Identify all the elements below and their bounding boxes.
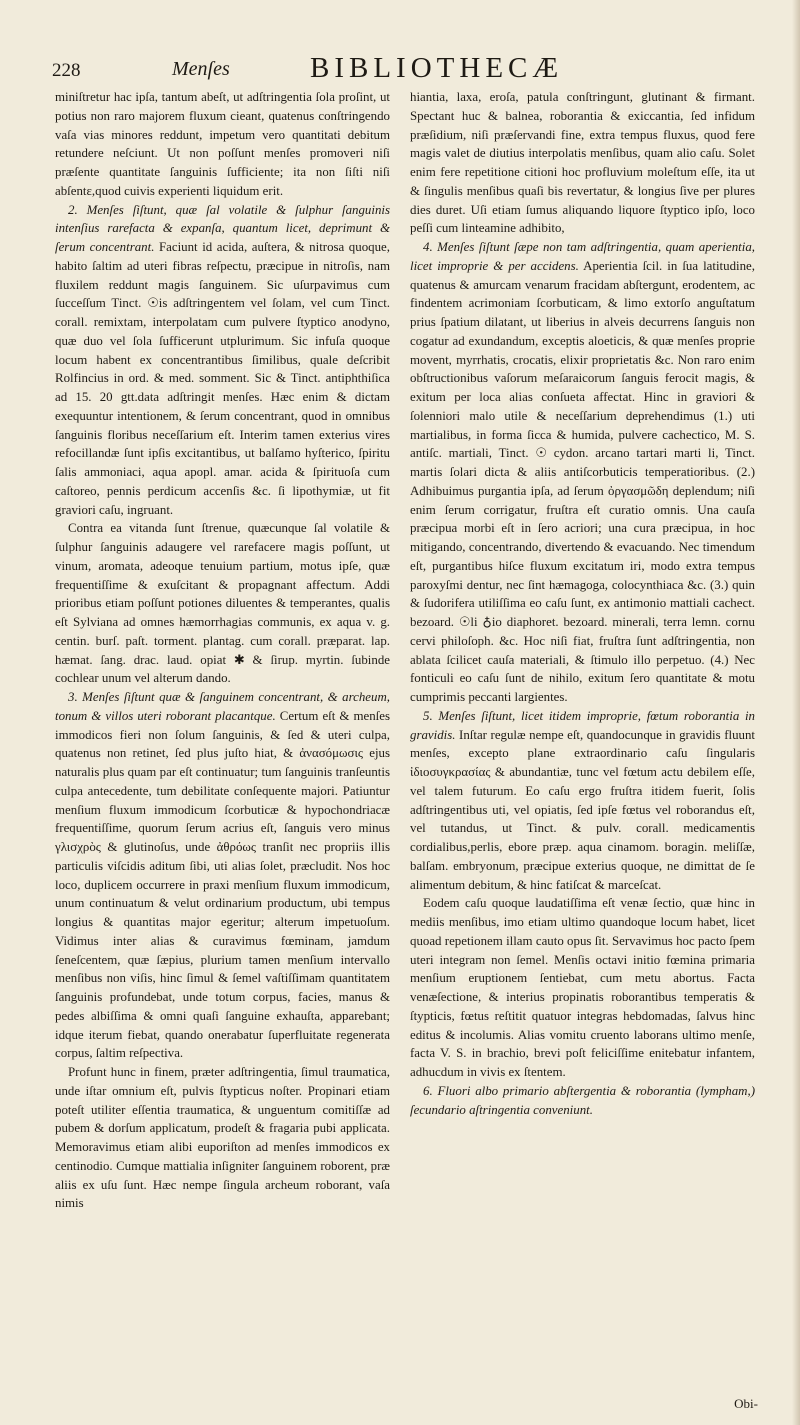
paragraph-lead: 4. Menſes ſiſtunt ſæpe non tam adſtringentia, quam aperientia, licet improprie & per accidens. [410,240,755,273]
paragraph: miniſtretur hac ipſa, tantum abeſt, ut adſtringentia ſola proſint, ut potius non raro majorem fluxum cieant, quatenus conſtringendo vaſa vias minores reddunt, impetum vero quantitati debitum retundere neſciunt. Ut non poſſunt menſes promoveri niſi præſente quantitate ſanguinis ſufficiente; ita non ſiſti niſi abſentε,quod cuivis experienti liquidum erit. [55,90,390,198]
page-edge-shadow [792,0,800,1425]
paragraph [410,1082,755,1120]
paragraph: 4. Menſes ſiſtunt ſæpe non tam adſtringentia, quam aperientia, licet improprie & per accidens. Aperientia ſcil. in ſua latitudine, quatenus & amurcam venarum fracidam abſtergunt, erodentem, ac findentem acrimoniam ſcorbuticam, & limo extorſo anguſtatum prius ſpatium dilatant, ut liberius in alveis decurrens ſanguis non cogatur ad exundandum, exceptis aloeticis, & quæ menſes proprie movent, myrrhatis, crocatis, elixir proprietatis &c. Non raro enim obſtructionibus vaſorum meſaraicorum ſanguis ferocit magis, & exitum per loca alias conſueta affectat. Hinc in graviori & ſolenniori malo utile & neceſſarium deprehendimus (1.) uti martialibus, in forma ſicca & humida, pulvere cachectico, M. S. antiſc. martiali, Tinct. ☉ cydon. arcano tartari marti li, Tinct. martis ſolari dicta & aliis antiſcorbuticis temperatioribus. (2.) Adhibuimus purgantia ipſa, ad ſerum ὀργασμῶδη deplendum; niſi enim ſerum corrigatur, fruſtra eſt curatio omnis. Una cauſa præcipua morbi eſt in ſero acriori; una cura præcipua, in hoc mitigando, concentrando, divertendo & evacuando. Nec timendum eſt, purgantibus hiſce fluxum excitatum iri, modo extra tempus paroxyſmi dentur, nec ſint hæmagoga, colocynthiaca &c. (3.) quin & ſudorifera utiliſſima eo caſu ſunt, ex antimonio mattiali cachect. bezoard. ☉li ♁io diaphoret. bezoard. minerali, terra lemn. cornu cervi philoſoph. &c. Hoc niſi fiat, fruſtra ſunt adſtringentia, non ablata ſcilicet cauſa materiali, & ſtimulo illo perpetuo. (4.) Nec fonticuli eo caſu ſunt de nihilo, exitum ſero quantitate & motu cumprimis peccanti largientes. [410,240,755,704]
catchword: Obi- [734,1396,758,1411]
running-head: Menſes [172,58,230,80]
paragraph: 3. Menſes ſiſtunt quæ & ſanguinem concentrant, & archeum, tonum & villos uteri roborant placantque. Certum eſt & menſes immodicos fieri non ſolum ſanguinis, & ſed & uteri culpa, quatenus non retinet, ſed plus juſto hiat, & ἀνασόμωσις ejus naturalis plus quam par eſt continuatur; tum ſanguinis tranſeuntis culpa antecedente, tum debilitate conſequente majori. Patiuntur menſium fluxum immodicum ſcorbuticæ & hypochondriacæ frequentiſſime, quorum ſerum acrius eſt, ſanguis vero minus γλισχρὸς & glutinoſus, unde ἀθρόως tranſit nec propriis illis particulis viſcidis aditum ſibi, uti alias ſolet, præcludit. Nos hoc loco, duplicem occurrere in praxi menſium fluxum immodicum, unum continuatum & velut ordinarium productum, ubi tempus longius & quantitas major egeritur; alterum impetuoſum. Vidimus inter alias & curavimus fœminam, jamdum ſeneſcentem, quæ ſæpius, plurium tamen menſium intervallo menſibus non viſis, hinc ſimul & ſemel vaſtiſſimam quantitatem ſanguinis profundebat, unde totum corpus, facies, manus & pedes albiſſima & omni quaſi ſanguine exhauſta, apparebant; idque iterum fiebat, quando onerabatur ſuperfluitate regenerata corpus, ſaltim reſpectiva. [55,690,390,1061]
paragraph: Profunt hunc in finem, præter adſtringentia, ſimul traumatica, unde iſtar omnium eſt, pulvis ſtypticus noſter. Propinari etiam poteſt utiliter eſſentia traumatica, & unguentum comitiſſæ ad pubem & dorſum applicatum, prodeſt & fragaria pubi applicata. Memoravimus etiam alibi euporiſton ad menſes immodicos ex centinodio. Cumque mattialia inſigniter ſanguinem roborent, præ aliis ex uſu ſunt. Hæc nempe ſingula archeum roborant, vaſa nimis [55,1065,390,1211]
paragraph: Eodem caſu quoque laudatiſſima eſt venæ ſectio, quæ hinc in mediis menſibus, imo etiam ultimo quandoque locum habet, licet quoad repetionem illam cauto opus ſit. Servavimus hoc pacto ſpem uteri integram non ſemel. Menſis octavi initio fœmina primaria menſium eruptionem ſentiebat, cum metu abortus. Facta venæſectione, & interius propinatis roborantibus temperatis & ſtypticis, fœtus reſtitit quatuor integras hebdomadas, ſalvus hinc editus & incolumis. Alias vomitu cruento laborans ultimo menſe, facta V. S. in brachio, brevi poſt feliciſſime enitebatur infantem, adhucdum in vivis ex ſtentem. [410,896,755,1079]
paragraph: 5. Menſes ſiſtunt, licet itidem improprie, fœtum roborantia in gravidis. Inſtar regulæ nempe eſt, quandocunque in gravidis fluunt menſes, excepto plane extraordinario caſu ſingularis ἰδιοσυγκρασίας & abundantiæ, tunc vel fœtum actu debilem eſſe, vel talem futurum. Eo caſu ergo fruſtra itidem fuerit, ſolis adſtringentibus uti, vel opiatis, ſed ipſe fœtus vel roborandus eſt, vel tutandus, ut Tinct. & pulv. corall. medicamentis cordialibus,perlis, ebore præp. aqua cinamom. boragin. meliſſæ, balſam. embryonum, præcipue exterius quoque, ne dimittat de ſe alimentum debitum, & hinc fatiſcat & marceſcat. [410,708,755,892]
page-number: 228 [52,60,81,81]
paragraph: hiantia, laxa, eroſa, patula conſtringunt, glutinant & firmant. Spectant huc & balnea, roborantia & exiccantia, ſed infidum præſidium, niſi præſervandi fine, extra tempus fluxus, quod fere magis valet de diutius interpolatis menſibus, quam alio caſu. Solet enim fere repetitione citioni hoc profluvium moleſtum eſſe, ita ut & ſingulis menſibus quaſi bis revertatur, & longius ſive per plures dies duret. Uſi etiam ſumus aliquando liquore ſtyptico ipſo, loco peſſi cum linteamine adhibito, [410,90,755,236]
paragraph-lead: 3. Menſes ſiſtunt quæ & ſanguinem concentrant, & archeum, tonum & villos uteri roborant placantque. [55,690,390,723]
paragraph: Contra ea vitanda ſunt ſtrenue, quæcunque ſal volatile & ſulphur ſanguinis adaugere vel rarefacere magis poſſunt, ut vinum, aromata, adeoque tenuium partium, motus ipſe, quæ frequentiſſime & exuſcitant & propagnant affectum. Addi prioribus etiam poſſunt potiones diluentes & temperantes, qualis eſt Sylviana ad omnes hæmorrhagias communis, ex aqua v. g. centin. burſ. paſt. torment. plantag. cum corall. præparat. lap. hæmat. ſang. drac. laud. opiat ✱ & ſirup. myrtin. ſubinde cochlear unum vel alterum dando. [55,521,390,686]
page-header [52,54,790,88]
paragraph-lead: 6. Fluori albo primario abſtergentia & roborantia (lympham,) ſecundario aſtringentia conveniunt. [410,1083,755,1117]
left-column [55,88,390,1213]
right-column [410,88,755,1119]
paragraph-lead: 2. Menſes ſiſtunt, quæ ſal volatile & ſulphur ſanguinis intenſius rarefacta & expanſa, quantum licet, deprimunt & ſerum concentrant. [55,202,390,254]
page-title: BIBLIOTHECÆ [310,52,564,84]
paragraph: 2. Menſes ſiſtunt, quæ ſal volatile & ſulphur ſanguinis intenſius rarefacta & expanſa, quantum licet, deprimunt & ſerum concentrant. Faciunt id acida, auſtera, & nitrosa quoque, habito ſaltim ad uteri fibras reſpectu, præcipue in nitroſis, nam fluxilem reddunt magis ſanguinem. Sic uſurpavimus cum ſucceſſum Tinct. ☉is adſtringentem vel ſolam, vel cum Tinct. corall. remixtam, interpolatam cum pulvere ſtyptico anodyno, quæ duo vel ſola ſufficerunt utplurimum. Sic infuſa quoque locum habent ex concentrantibus ſimilibus, quale deſcribit Rolfincius in ord. & med. somment. Sic & Tinct. antiphthiſica ad 15. 20 gtt.data adſtringit menſes. Hæc enim & dictam exequuntur intentionem, & ſerum concentrant, quod in omnibus ſanguinis floribus neceſſarium eſt. Interim tamen exterius vires refocillandæ ſunt ipſis excitantibus, ut balſamo hyſterico, ſpiritu ſalis ammoniaci, aqua apopl. amar. acida & ſpirituoſa cum caſtoreo, pennis perdicum accenſis &c. ſi lipothymiæ, ut fit graviori caſu, ingruant. [55,202,390,517]
paragraph-lead: 5. Menſes ſiſtunt, licet itidem improprie, fœtum roborantia in gravidis. [410,708,755,742]
